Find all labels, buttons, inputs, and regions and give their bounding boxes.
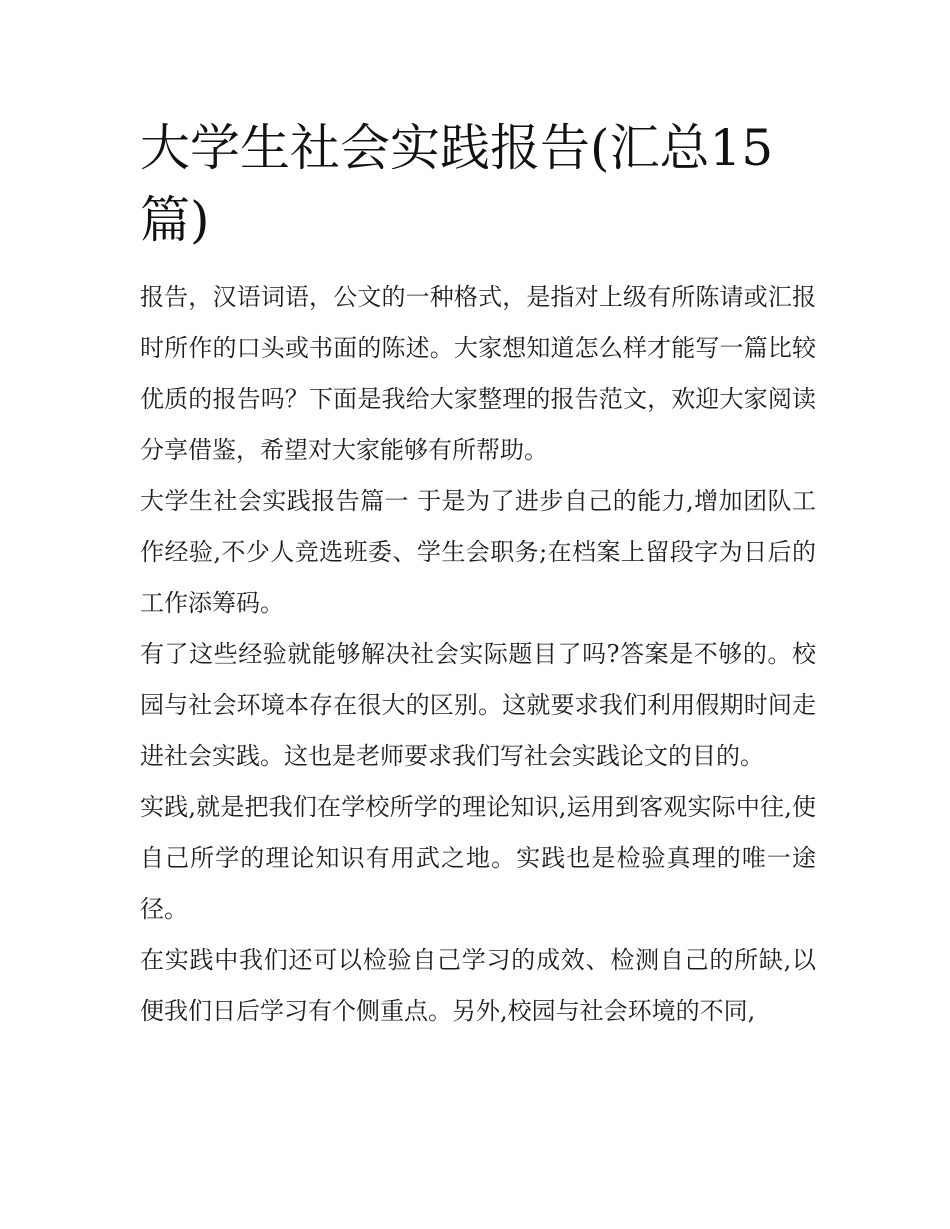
body-paragraph-1: 大学生社会实践报告篇一 于是为了进步自己的能力,增加团队工作经验,不少人竞选班委、学生会职务;在档案上留段字为日后的工作添筹码。 <box>140 487 816 617</box>
body-paragraph-4: 在实践中我们还可以检验自己学习的成效、检测自己的所缺,以便我们日后学习有个侧重点。另外,校园与社会环境的不同, <box>140 946 816 1025</box>
intro-paragraph: 报告，汉语词语，公文的一种格式，是指对上级有所陈请或汇报时所作的口头或书面的陈述。大家想知道怎么样才能写一篇比较优质的报告吗？下面是我给大家整理的报告范文，欢迎大家阅读分享借鉴，希望对大家能够有所帮助。 <box>140 283 816 464</box>
document-page <box>140 112 816 1037</box>
body-paragraph-3: 实践,就是把我们在学校所学的理论知识,运用到客观实际中往,使自己所学的理论知识有用武之地。实践也是检验真理的唯一途径。 <box>140 793 816 923</box>
document-body <box>140 272 816 1037</box>
body-paragraph-2: 有了这些经验就能够解决社会实际题目了吗?答案是不够的。校园与社会环境本存在很大的区别。这就要求我们利用假期时间走进社会实践。这也是老师要求我们写社会实践论文的目的。 <box>140 640 816 770</box>
document-title: 大学生社会实践报告(汇总15篇) <box>140 119 774 249</box>
